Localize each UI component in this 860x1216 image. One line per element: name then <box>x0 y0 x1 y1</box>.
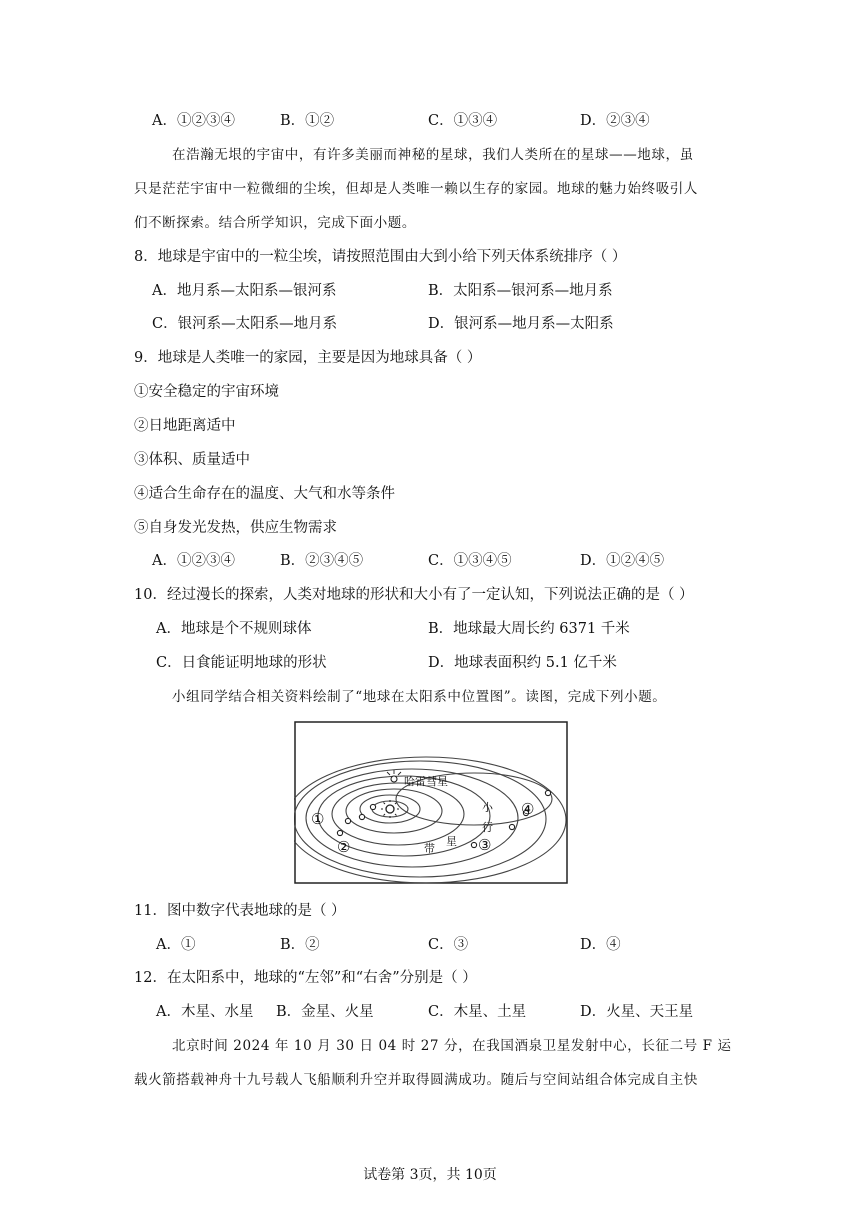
q9-item-4: ④适合生命存在的温度、大气和水等条件 <box>134 486 395 502</box>
q8-option-d: D．银河系—地月系—太阳系 <box>428 316 614 332</box>
q9-option-c: C．①③④⑤ <box>428 553 512 569</box>
planet-5 <box>471 842 476 847</box>
solar-system-figure <box>294 721 568 884</box>
q9-item-5: ⑤自身发光发热，供应生物需求 <box>134 520 337 536</box>
planet-4 <box>337 830 342 835</box>
q7-option-a: A．①②③④ <box>152 113 235 129</box>
intro3-line-1: 北京时间 2024 年 10 月 30 日 04 时 27 分，在我国酒泉卫星发射中心，长征二号 F 运 <box>172 1038 732 1054</box>
q9-option-d: D．①②④⑤ <box>580 553 665 569</box>
q11-stem: 11．图中数字代表地球的是（ ） <box>134 903 346 919</box>
q10-option-d: D．地球表面积约 5.1 亿千米 <box>428 655 617 671</box>
q9-item-1: ①安全稳定的宇宙环境 <box>134 384 279 400</box>
q7-option-b: B．①② <box>280 113 335 129</box>
comet-label: 哈雷彗星 <box>404 775 448 788</box>
planet-1 <box>370 804 375 809</box>
q10-option-c: C．日食能证明地球的形状 <box>156 655 327 671</box>
intro2: 小组同学结合相关资料绘制了“地球在太阳系中位置图”。读图，完成下列小题。 <box>172 689 667 705</box>
q7-option-d: D．②③④ <box>580 113 650 129</box>
q9-item-3: ③体积、质量适中 <box>134 452 250 468</box>
q11-option-d: D．④ <box>580 937 621 953</box>
belt-label-4: 带 <box>424 842 435 855</box>
belt-label-3: 星 <box>446 835 457 848</box>
solar-system-diagram <box>294 721 568 884</box>
planet-2 <box>359 814 364 819</box>
q8-option-b: B．太阳系—银河系—地月系 <box>428 283 613 299</box>
q12-option-a: A．木星、水星 <box>156 1004 254 1020</box>
number-3-label: ③ <box>478 836 492 854</box>
comet-nucleus <box>391 776 397 782</box>
q9-stem: 9．地球是人类唯一的家园，主要是因为地球具备（ ） <box>134 350 482 366</box>
q7-option-c: C．①③④ <box>428 113 498 129</box>
q9-option-b: B．②③④⑤ <box>280 553 364 569</box>
q8-stem: 8．地球是宇宙中的一粒尘埃，请按照范围由大到小给下列天体系统排序（ ） <box>134 249 627 265</box>
belt-label-2: 行 <box>482 821 493 834</box>
q12-option-c: C．木星、土星 <box>428 1004 527 1020</box>
q8-option-a: A．地月系—太阳系—银河系 <box>152 283 337 299</box>
q9-item-2: ②日地距离适中 <box>134 418 236 434</box>
intro3-line-2: 载火箭搭载神舟十九号载人飞船顺利升空并取得圆满成功。随后与空间站组合体完成自主快 <box>134 1072 698 1088</box>
intro1-line-3: 们不断探索。结合所学知识，完成下面小题。 <box>134 215 416 231</box>
number-2-label: ② <box>337 838 351 856</box>
q10-stem: 10．经过漫长的探索，人类对地球的形状和大小有了一定认知，下列说法正确的是（ ） <box>134 587 694 603</box>
q11-option-b: B．② <box>280 937 320 953</box>
number-1-label: ① <box>311 810 325 828</box>
q9-option-a: A．①②③④ <box>152 553 235 569</box>
q10-option-b: B．地球最大周长约 6371 千米 <box>428 621 630 637</box>
q10-option-a: A．地球是个不规则球体 <box>156 621 312 637</box>
planet-3 <box>345 818 350 823</box>
q11-option-c: C．③ <box>428 937 469 953</box>
q12-option-b: B．金星、火星 <box>276 1004 374 1020</box>
q12-stem: 12．在太阳系中，地球的“左邻”和“右舍”分别是（ ） <box>134 970 477 986</box>
q8-option-c: C．银河系—太阳系—地月系 <box>152 316 338 332</box>
page-footer: 试卷第 3页，共 10页 <box>363 1167 497 1183</box>
intro1-line-1: 在浩瀚无垠的宇宙中，有许多美丽而神秘的星球，我们人类所在的星球——地球，虽 <box>172 147 694 163</box>
planet-8 <box>545 790 550 795</box>
planet-6 <box>509 824 514 829</box>
belt-label-1: 小 <box>482 801 493 814</box>
intro1-line-2: 只是茫茫宇宙中一粒微细的尘埃，但却是人类唯一赖以生存的家园。地球的魅力始终吸引人 <box>134 181 698 197</box>
number-4-label: ④ <box>521 800 535 818</box>
q12-option-d: D．火星、天王星 <box>580 1004 694 1020</box>
q11-option-a: A．① <box>156 937 196 953</box>
